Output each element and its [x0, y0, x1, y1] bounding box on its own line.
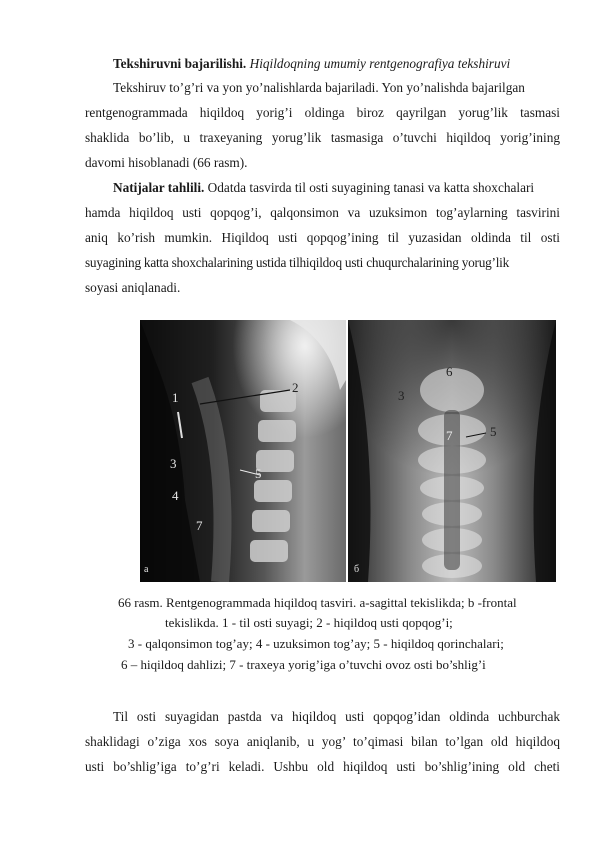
label-7: 7 [196, 518, 203, 533]
para2-line5: soyasi aniqlanadi. [85, 280, 181, 295]
para3-line2: shaklidagi o’ziga xos soya aniqlanib, u yog’ to’qimasi bilan to’lgan old hiqildoq [85, 734, 560, 749]
para2-line1 [113, 180, 534, 196]
para3-line1: Til osti suyagidan pastda va hiqildoq usti qopqog’idan oldinda uchburchak [113, 709, 560, 724]
section-heading [113, 56, 510, 72]
figure-caption-line4: 6 – hiqildoq dahlizi; 7 - traxeya yorig’iga o’tuvchi ovoz osti bo’shlig’i [121, 657, 486, 672]
figure-caption-line1: 66 rasm. Rentgenogrammada hiqildoq tasviri. a-sagittal tekislikda; b -frontal [118, 595, 517, 610]
heading-bold: Tekshiruvni bajarilishi. [113, 56, 247, 71]
para1-line1: Tekshiruv to’g’ri va yon yo’nalishlarda bajariladi. Yon yo’nalishda bajarilgan [113, 80, 525, 95]
label-5-frontal: 5 [490, 424, 497, 439]
label-b: б [354, 564, 360, 575]
para2-line1-text: Odatda tasvirda til osti suyagining tanasi va katta shoxchalari [204, 180, 535, 195]
label-7-frontal: 7 [446, 428, 453, 443]
para2-bold: Natijalar tahlili. [113, 180, 205, 195]
figure-caption-line2: tekislikda. 1 - til osti suyagi; 2 - hiqildoq usti qopqog’i; [165, 615, 453, 630]
para1-line4: davomi hisoblanadi (66 rasm). [85, 155, 248, 170]
label-1: 1 [172, 390, 179, 405]
para2-line2: hamda hiqildoq usti qopqog’i, qalqonsimon va uzuksimon tog’aylarning tasvirini [85, 205, 560, 220]
label-4: 4 [172, 488, 179, 503]
para2-line3: aniq ko’rish mumkin. Hiqildoq usti qopqog’ining til yuzasidan oldinda til osti [85, 230, 560, 245]
para1-line3: shaklida bo’lib, u traxeyaning yorug’lik tasmasiga o’tuvchi hiqildoq yorig’ining [85, 130, 560, 145]
para1-line2: rentgenogrammada hiqildoq yorig’i oldinga biroz qayrilgan yorug’lik tasmasi [85, 105, 560, 120]
label-3-frontal: 3 [398, 388, 405, 403]
label-6: 6 [446, 364, 453, 379]
label-3: 3 [170, 456, 177, 471]
label-2: 2 [292, 380, 299, 395]
label-5: 5 [255, 466, 262, 481]
para3-line3: usti bo’shlig’iga to’g’ri keladi. Ushbu old hiqildoq usti bo’shlig’ining old cheti [85, 759, 560, 774]
heading-italic: Hiqildoqning umumiy rentgenografiya tekshiruvi [249, 56, 511, 71]
para2-line4: suyagining katta shoxchalarining ustida tilhiqildoq usti chuqurchalarining yorug’lik [85, 255, 509, 270]
label-a: а [144, 564, 149, 575]
figure-caption-line3: 3 - qalqonsimon tog’ay; 4 - uzuksimon tog’ay; 5 - hiqildoq qorinchalari; [128, 636, 504, 651]
xray-frontal-image [348, 320, 556, 582]
xray-sagittal-image [140, 320, 346, 582]
